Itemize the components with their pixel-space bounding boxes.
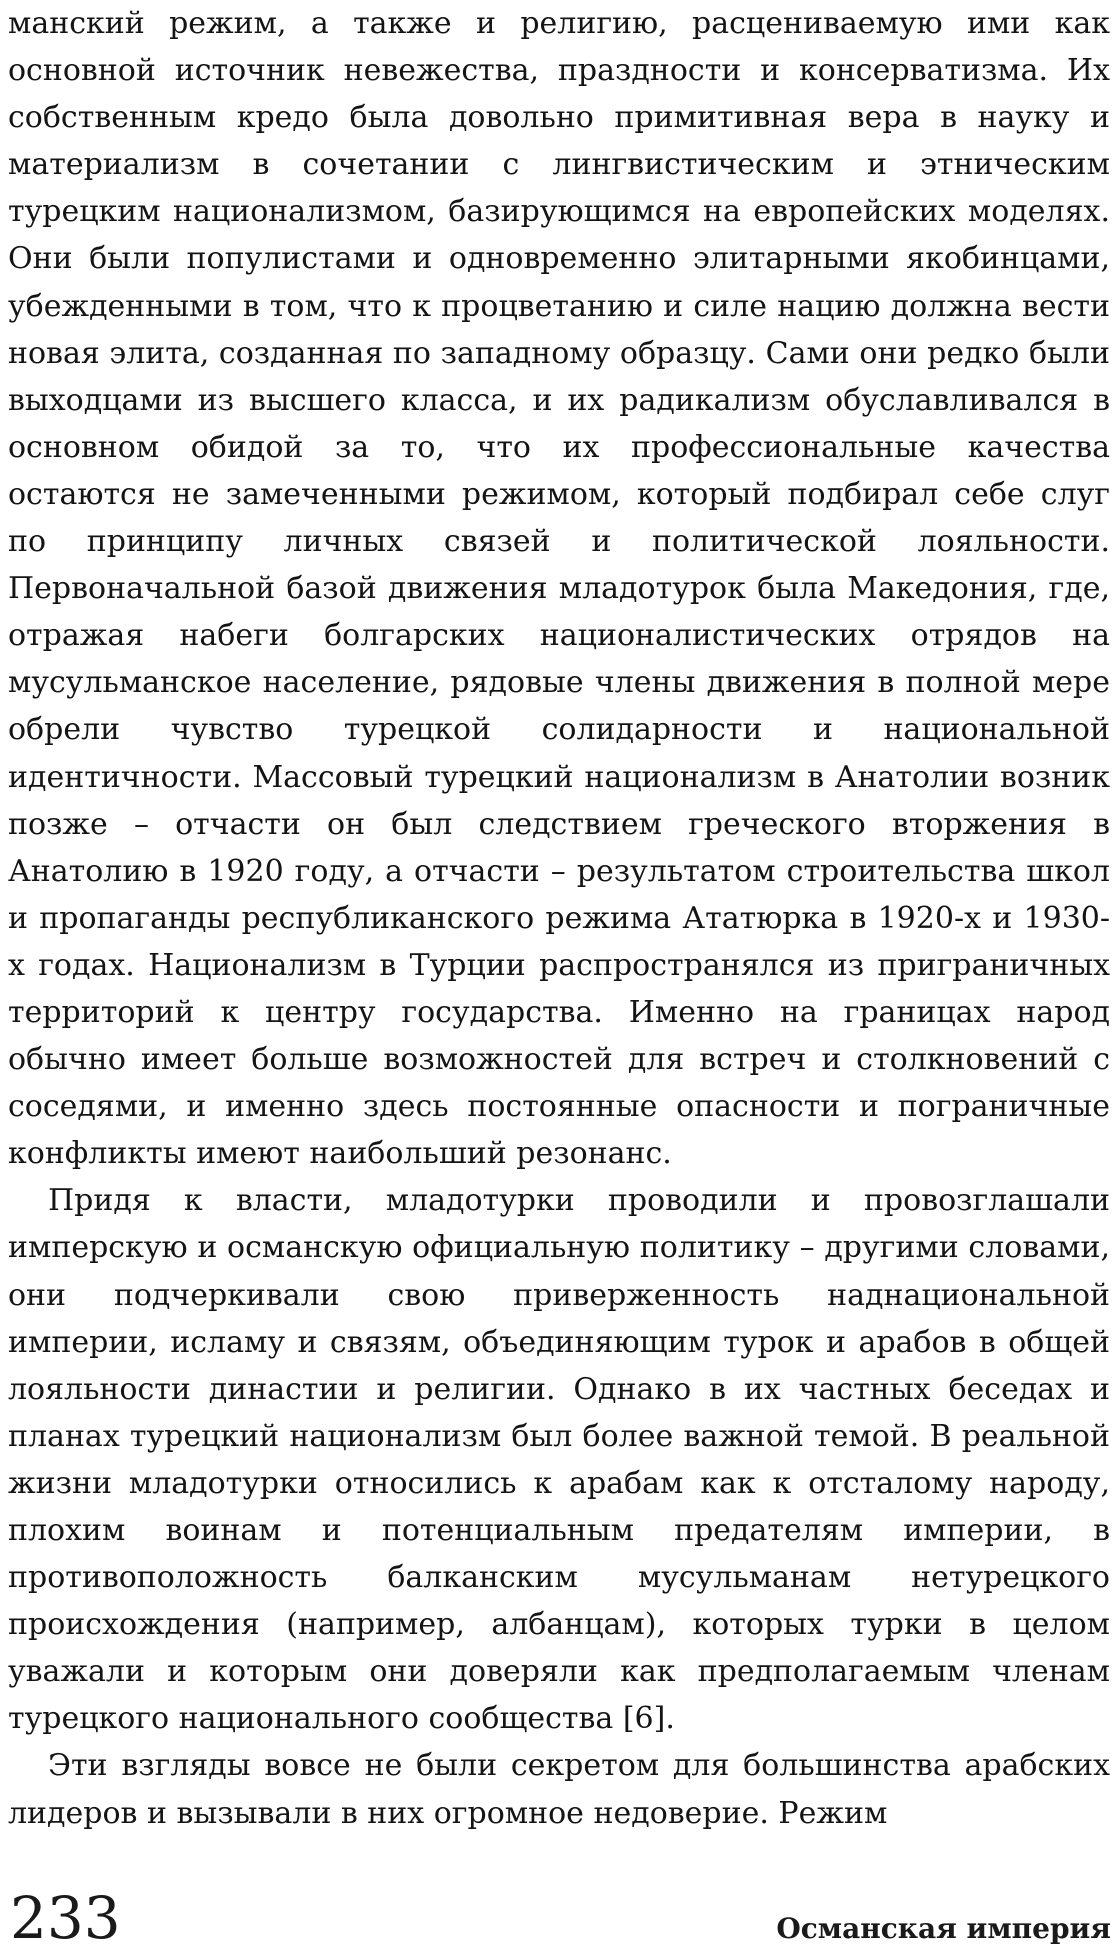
page-number: 233 <box>10 1884 121 1952</box>
running-title: Османская империя <box>776 1912 1111 1945</box>
paragraph-3: Эти взгляды вовсе не были секретом для большинства арабских лидеров и вызывали в них огромное недоверие. Режим <box>8 1748 1110 1831</box>
paragraph-1: манский режим, а также и религию, расцениваемую ими как основной источник невежества, праздности и консерватизма. Их собственным кредо была довольно примитивная вера в науку и материализм в сочетании с лингвистическим и этническим турецким национализмом, базирующимся на европейских моделях. Они были популистами и одновременно элитарными якобинцами, убежденными в том, что к процветанию и силе нацию должна вести новая элита, созданная по западному образцу. Сами они редко были выходцами из высшего класса, и их радикализм обуславливался в основном обидой за то, что их профессиональные качества остаются не замеченными режимом, который подбирал себе слуг по принципу личных связей и политической лояльности. Первоначальной базой движения младотурок была Македония, где, отражая набеги болгарских националистических отрядов на мусульманское население, рядовые члены движения в полной мере обрели чувство турецкой солидарности и национальной идентичности. Массовый турецкий национализм в Анатолии возник позже – отчасти он был следствием греческого вторжения в Анатолию в 1920 году, а отчасти – результатом строительства школ и пропаганды республиканского режима Ататюрка в 1920-х и 1930-х годах. Национализм в Турции распространялся из приграничных территорий к центру государства. Именно на границах народ обычно имеет больше возможностей для встреч и столкновений с соседями, и именно здесь постоянные опасности и пограничные конфликты имеют наибольший резонанс. <box>8 6 1110 1172</box>
paragraph-2: Придя к власти, младотурки проводили и провозглашали имперскую и османскую официальную политику – другими словами, они подчеркивали свою приверженность наднациональной империи, исламу и связям, объединяющим турок и арабов в общей лояльности династии и религии. Однако в их частных беседах и планах турецкий национализм был более важной темой. В реальной жизни младотурки относились к арабам как к отсталому народу, плохим воинам и потенциальным предателям империи, в противоположность балканским мусульманам нетурецкого происхождения (например, албанцам), которых турки в целом уважали и которым они доверяли как предполагаемым членам турецкого национального сообщества [6]. <box>8 1183 1110 1737</box>
page-footer <box>10 1875 1111 1955</box>
body-text <box>8 0 1110 1837</box>
